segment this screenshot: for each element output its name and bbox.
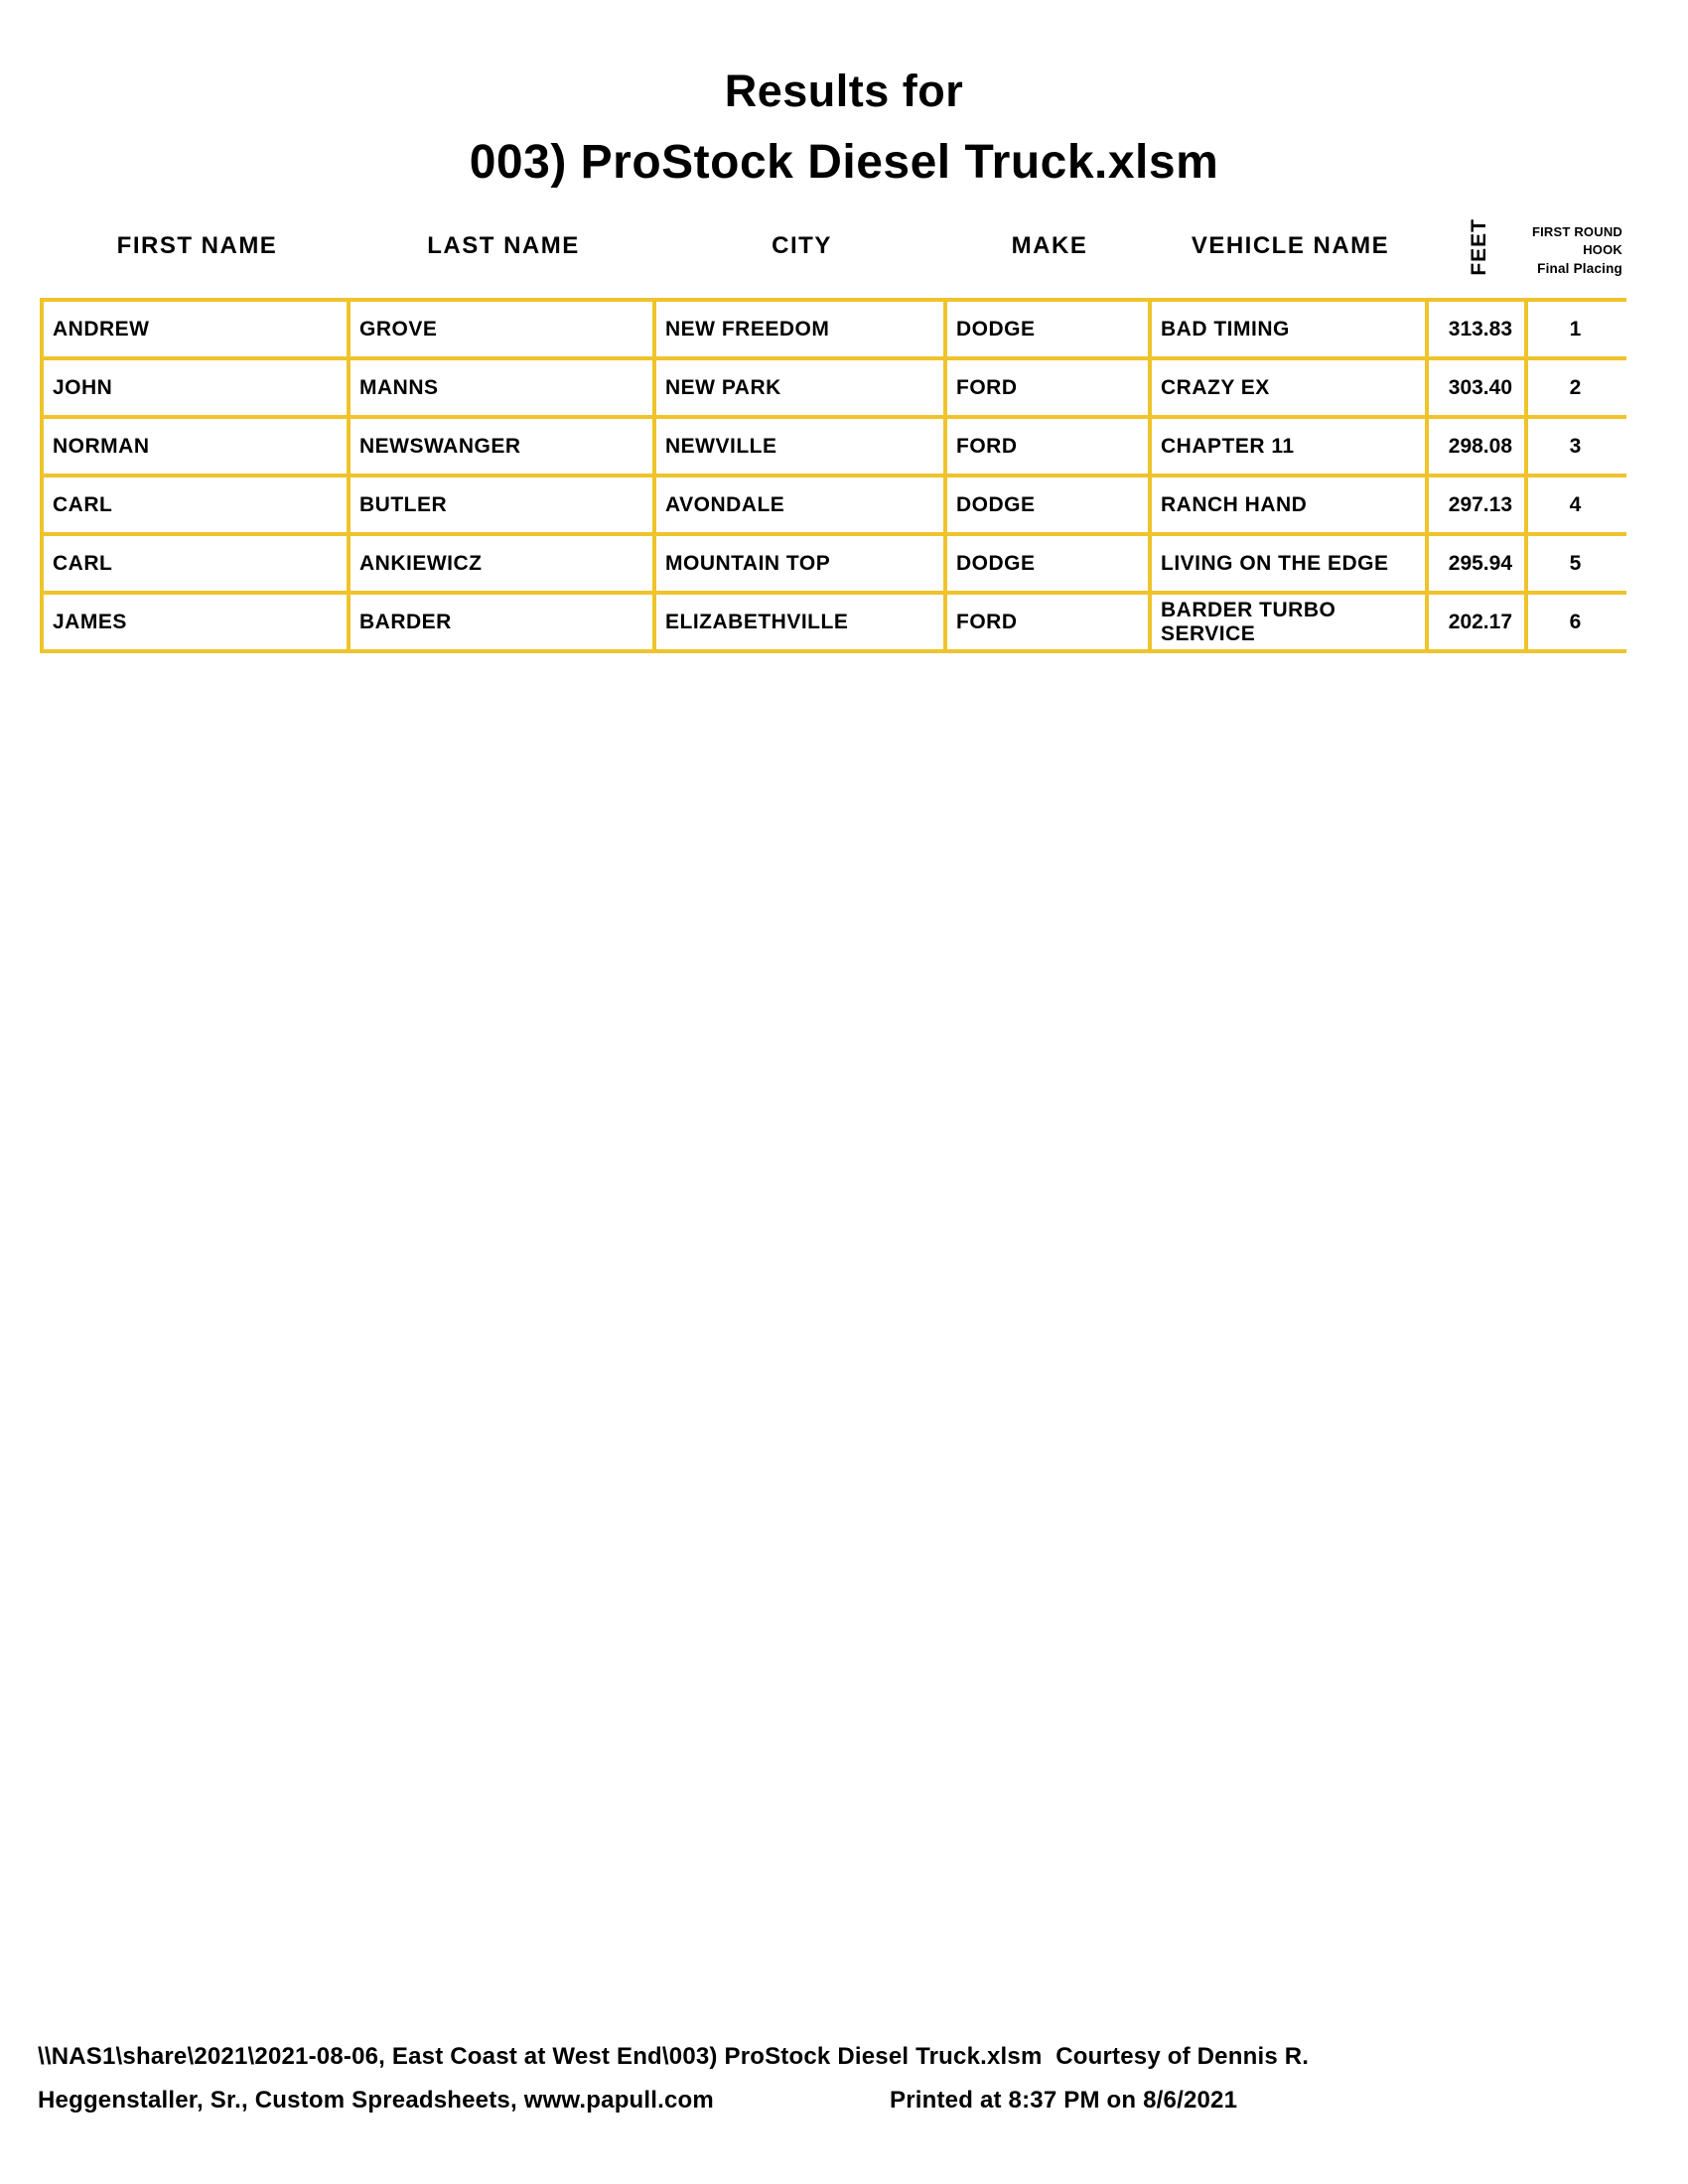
cell-city: MOUNTAIN TOP: [656, 536, 947, 591]
cell-last-name: BUTLER: [351, 478, 656, 532]
column-header-city: CITY: [772, 232, 832, 259]
cell-first-name: CARL: [44, 536, 351, 591]
hook-label-line3: Final Placing: [1537, 261, 1622, 276]
cell-feet: 303.40: [1429, 360, 1528, 415]
cell-vehicle-name: LIVING ON THE EDGE: [1152, 536, 1429, 591]
cell-first-name: ANDREW: [44, 302, 351, 356]
cell-make: DODGE: [947, 302, 1152, 356]
cell-make: DODGE: [947, 478, 1152, 532]
hook-label-line2: HOOK: [1583, 242, 1622, 257]
cell-make: FORD: [947, 419, 1152, 474]
table-row: [44, 302, 1626, 360]
footer-credit: Heggenstaller, Sr., Custom Spreadsheets, www.papull.com: [38, 2087, 714, 2114]
column-header-make: MAKE: [1011, 232, 1088, 259]
table-row: [44, 419, 1626, 478]
table-row: [44, 536, 1626, 595]
cell-final-placing: 5: [1569, 551, 1582, 575]
cell-city: ELIZABETHVILLE: [656, 595, 947, 649]
cell-make: FORD: [947, 360, 1152, 415]
cell-feet: 313.83: [1429, 302, 1528, 356]
page-title: Results for: [724, 66, 964, 116]
cell-make: DODGE: [947, 536, 1152, 591]
column-header-feet: [1429, 195, 1528, 298]
cell-vehicle-name: BARDER TURBO SERVICE: [1152, 595, 1429, 649]
cell-final-placing: 3: [1569, 434, 1582, 458]
cell-final-placing: 2: [1569, 375, 1582, 399]
column-header-last-name: LAST NAME: [427, 232, 580, 259]
cell-last-name: NEWSWANGER: [351, 419, 656, 474]
column-header-vehicle-name: VEHICLE NAME: [1191, 232, 1390, 259]
cell-city: NEW PARK: [656, 360, 947, 415]
table-row: [44, 595, 1626, 653]
footer-file-path: \\NAS1\share\2021\2021-08-06, East Coast at West End\003) ProStock Diesel Truck.xlsm Courtesy of Dennis R.: [38, 2043, 1310, 2070]
cell-city: NEWVILLE: [656, 419, 947, 474]
cell-first-name: CARL: [44, 478, 351, 532]
cell-first-name: JAMES: [44, 595, 351, 649]
cell-vehicle-name: RANCH HAND: [1152, 478, 1429, 532]
hook-label-line1: FIRST ROUND: [1531, 224, 1622, 239]
results-table: [40, 298, 1626, 653]
feet-vertical-label: FEET: [1467, 218, 1490, 276]
column-header-first-name: FIRST NAME: [116, 232, 278, 259]
cell-make: FORD: [947, 595, 1152, 649]
table-row: [44, 478, 1626, 536]
cell-feet: 295.94: [1429, 536, 1528, 591]
footer-printed-at: Printed at 8:37 PM on 8/6/2021: [890, 2087, 1238, 2114]
cell-first-name: JOHN: [44, 360, 351, 415]
cell-feet: 202.17: [1429, 595, 1528, 649]
cell-first-name: NORMAN: [44, 419, 351, 474]
cell-last-name: MANNS: [351, 360, 656, 415]
cell-vehicle-name: BAD TIMING: [1152, 302, 1429, 356]
cell-feet: 297.13: [1429, 478, 1528, 532]
cell-final-placing: 1: [1569, 317, 1582, 341]
cell-last-name: ANKIEWICZ: [351, 536, 656, 591]
cell-vehicle-name: CHAPTER 11: [1152, 419, 1429, 474]
cell-last-name: GROVE: [351, 302, 656, 356]
table-row: [44, 360, 1626, 419]
cell-city: NEW FREEDOM: [656, 302, 947, 356]
cell-feet: 298.08: [1429, 419, 1528, 474]
cell-final-placing: 6: [1569, 610, 1582, 633]
cell-vehicle-name: CRAZY EX: [1152, 360, 1429, 415]
table-header-row: [44, 195, 1622, 298]
cell-final-placing: 4: [1569, 492, 1582, 516]
column-header-final-placing: [1528, 195, 1622, 298]
page-subtitle: 003) ProStock Diesel Truck.xlsm: [469, 136, 1219, 189]
cell-last-name: BARDER: [351, 595, 656, 649]
cell-city: AVONDALE: [656, 478, 947, 532]
